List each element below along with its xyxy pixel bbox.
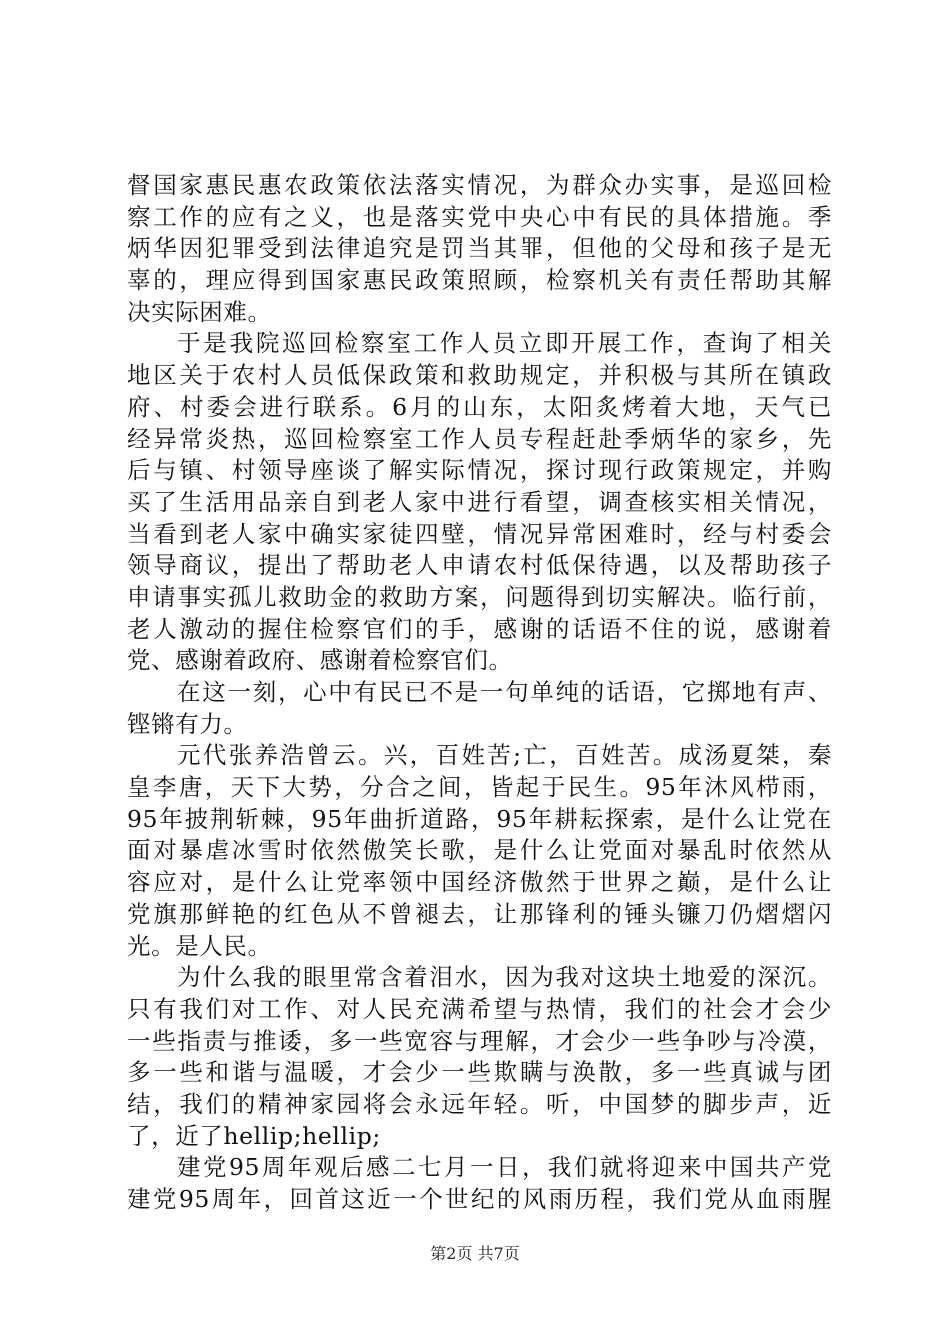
text-line: 一些指责与推诿，多一些宽容与理解，才会少一些争吵与冷漠， <box>127 1026 832 1055</box>
text-line: 地区关于农村人员低保政策和救助规定，并积极与其所在镇政 <box>127 361 832 390</box>
text-line: 府、村委会进行联系。6月的山东，太阳炙烤着大地，天气已 <box>127 392 832 421</box>
text-line: 后与镇、村领导座谈了解实际情况，探讨现行政策规定，并购 <box>127 456 832 485</box>
text-line: 了，近了hellip;hellip; <box>127 1121 381 1150</box>
text-line: 炳华因犯罪受到法律追究是罚当其罪，但他的父母和孩子是无 <box>127 234 832 263</box>
text-line: 辜的，理应得到国家惠民政策照顾，检察机关有责任帮助其解 <box>127 266 832 295</box>
text-line: 结，我们的精神家园将会永远年轻。听，中国梦的脚步声，近 <box>127 1089 832 1118</box>
text-line: 买了生活用品亲自到老人家中进行看望，调查核实相关情况， <box>127 487 832 516</box>
text-line: 多一些和谐与温暖，才会少一些欺瞒与涣散，多一些真诚与团 <box>127 1058 832 1087</box>
text-line: 当看到老人家中确实家徒四壁，情况异常困难时，经与村委会 <box>127 519 832 548</box>
text-line: 决实际困难。 <box>127 297 272 326</box>
page-number-footer: 第2页 共7页 <box>430 1244 520 1263</box>
text-line: 党旗那鲜艳的红色从不曾褪去，让那锋利的锤头镰刀仍熠熠闪 <box>127 899 832 928</box>
text-line: 只有我们对工作、对人民充满希望与热情，我们的社会才会少 <box>127 994 832 1023</box>
text-line: 经异常炎热，巡回检察室工作人员专程赶赴季炳华的家乡，先 <box>127 424 832 453</box>
text-line: 建党95周年，回首这近一个世纪的风雨历程，我们党从血雨腥 <box>127 1185 832 1213</box>
text-line: 容应对，是什么让党率领中国经济傲然于世界之巅，是什么让 <box>127 868 832 897</box>
text-line: 95年披荆斩棘，95年曲折道路，95年耕耘探索，是什么让党在 <box>127 804 832 833</box>
text-line: 党、感谢着政府、感谢着检察官们。 <box>127 646 513 675</box>
text-line: 皇李唐，天下大势，分合之间，皆起于民生。95年沐风栉雨， <box>127 773 832 802</box>
text-line: 面对暴虐冰雪时依然傲笑长歌，是什么让党面对暴乱时依然从 <box>127 836 832 865</box>
text-line: 为什么我的眼里常含着泪水，因为我对这块土地爱的深沉。 <box>177 963 832 992</box>
text-line: 铿锵有力。 <box>127 709 248 738</box>
text-line: 申请事实孤儿救助金的救助方案，问题得到切实解决。临行前， <box>127 582 832 611</box>
text-line: 察工作的应有之义，也是落实党中央心中有民的具体措施。季 <box>127 202 832 231</box>
text-line: 督国家惠民惠农政策依法落实情况，为群众办实事，是巡回检 <box>127 171 832 199</box>
text-line: 元代张养浩曾云。兴，百姓苦;亡，百姓苦。成汤夏桀，秦 <box>177 741 832 770</box>
text-line: 老人激动的握住检察官们的手，感谢的话语不住的说，感谢着 <box>127 614 832 643</box>
text-line: 领导商议，提出了帮助老人申请农村低保待遇，以及帮助孩子 <box>127 551 832 580</box>
text-line: 建党95周年观后感二七月一日，我们就将迎来中国共产党 <box>177 1153 832 1182</box>
text-line: 于是我院巡回检察室工作人员立即开展工作，查询了相关 <box>177 329 832 358</box>
text-line: 在这一刻，心中有民已不是一句单纯的话语，它掷地有声、 <box>177 678 832 706</box>
document-body <box>127 170 832 1216</box>
text-line: 光。是人民。 <box>127 931 272 960</box>
